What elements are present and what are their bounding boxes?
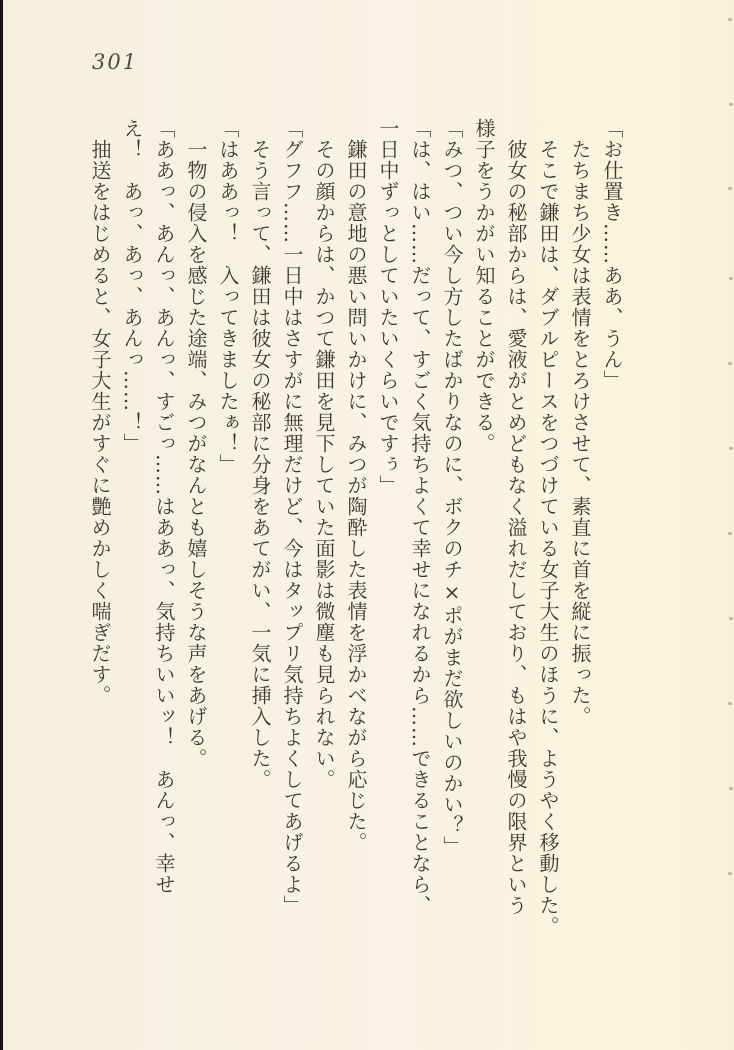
text-line: 抽送をはじめると、女子大生がすぐに艶めかしく喘ぎだす。: [88, 139, 112, 706]
scan-speck: [729, 617, 733, 620]
scan-speck: [728, 18, 732, 21]
scan-speck: [728, 187, 732, 190]
scan-speck: [729, 447, 733, 450]
scan-speck: [729, 787, 733, 790]
text-line: 彼女の秘部からは、愛液がとめどもなく溢れだしており、もはや我慢の限界という: [504, 139, 528, 916]
page-number: 301: [92, 50, 139, 74]
text-line: 鎌田の意地の悪い問いかけに、みつが陶酔した表情を浮かべながら応じた。: [344, 139, 368, 853]
text-line: 様子をうかがい知ることができる。: [472, 118, 496, 454]
text-line: 「ああっ、あんっ、あんっ、すごっ……はああっ、気持ちいいッ！ あんっ、幸せ: [152, 118, 176, 895]
text-line: そこで鎌田は、ダブルピースをつづけている女子大生のほうに、ようやく移動した。: [536, 139, 560, 937]
text-line: 「お仕置き……ああ、うん」: [600, 118, 624, 391]
scan-speck: [729, 103, 733, 106]
scan-edge-strip: [0, 0, 3, 1050]
text-line: え！ あっ、あっ、あんっ……！」: [120, 118, 144, 454]
text-block: [84, 118, 628, 978]
text-line: 「は、はい……だって、すごく気持ちよくて幸せになれるから……できることなら、: [408, 118, 432, 916]
text-line: 「みつ、つい今し方したばかりなのに、ボクのチ×ポがまだ欲しいのかい？」: [440, 118, 464, 857]
text-line: その顔からは、かつて鎌田を見下していた面影は微塵も見られない。: [312, 139, 336, 790]
text-line: 一物の侵入を感じた途端、みつがなんとも嬉しそうな声をあげる。: [184, 139, 208, 769]
scan-speck: [728, 702, 732, 705]
text-line: たちまち少女は表情をとろけさせて、素直に首を縦に振った。: [568, 139, 592, 727]
scan-speck: [728, 362, 732, 365]
text-line: 一日中ずっとしていたいくらいですぅ」: [376, 118, 400, 496]
scan-speck: [729, 277, 733, 280]
scan-speck: [728, 532, 732, 535]
text-line: 「はああっ！ 入ってきましたぁ！」: [216, 118, 240, 475]
text-line: 「グフフ……一日中はさすがに無理だけど、今はタップリ気持ちよくしてあげるよ」: [280, 118, 304, 916]
scan-speck: [728, 872, 732, 875]
text-line: そう言って、鎌田は彼女の秘部に分身をあてがい、一気に挿入した。: [248, 139, 272, 790]
